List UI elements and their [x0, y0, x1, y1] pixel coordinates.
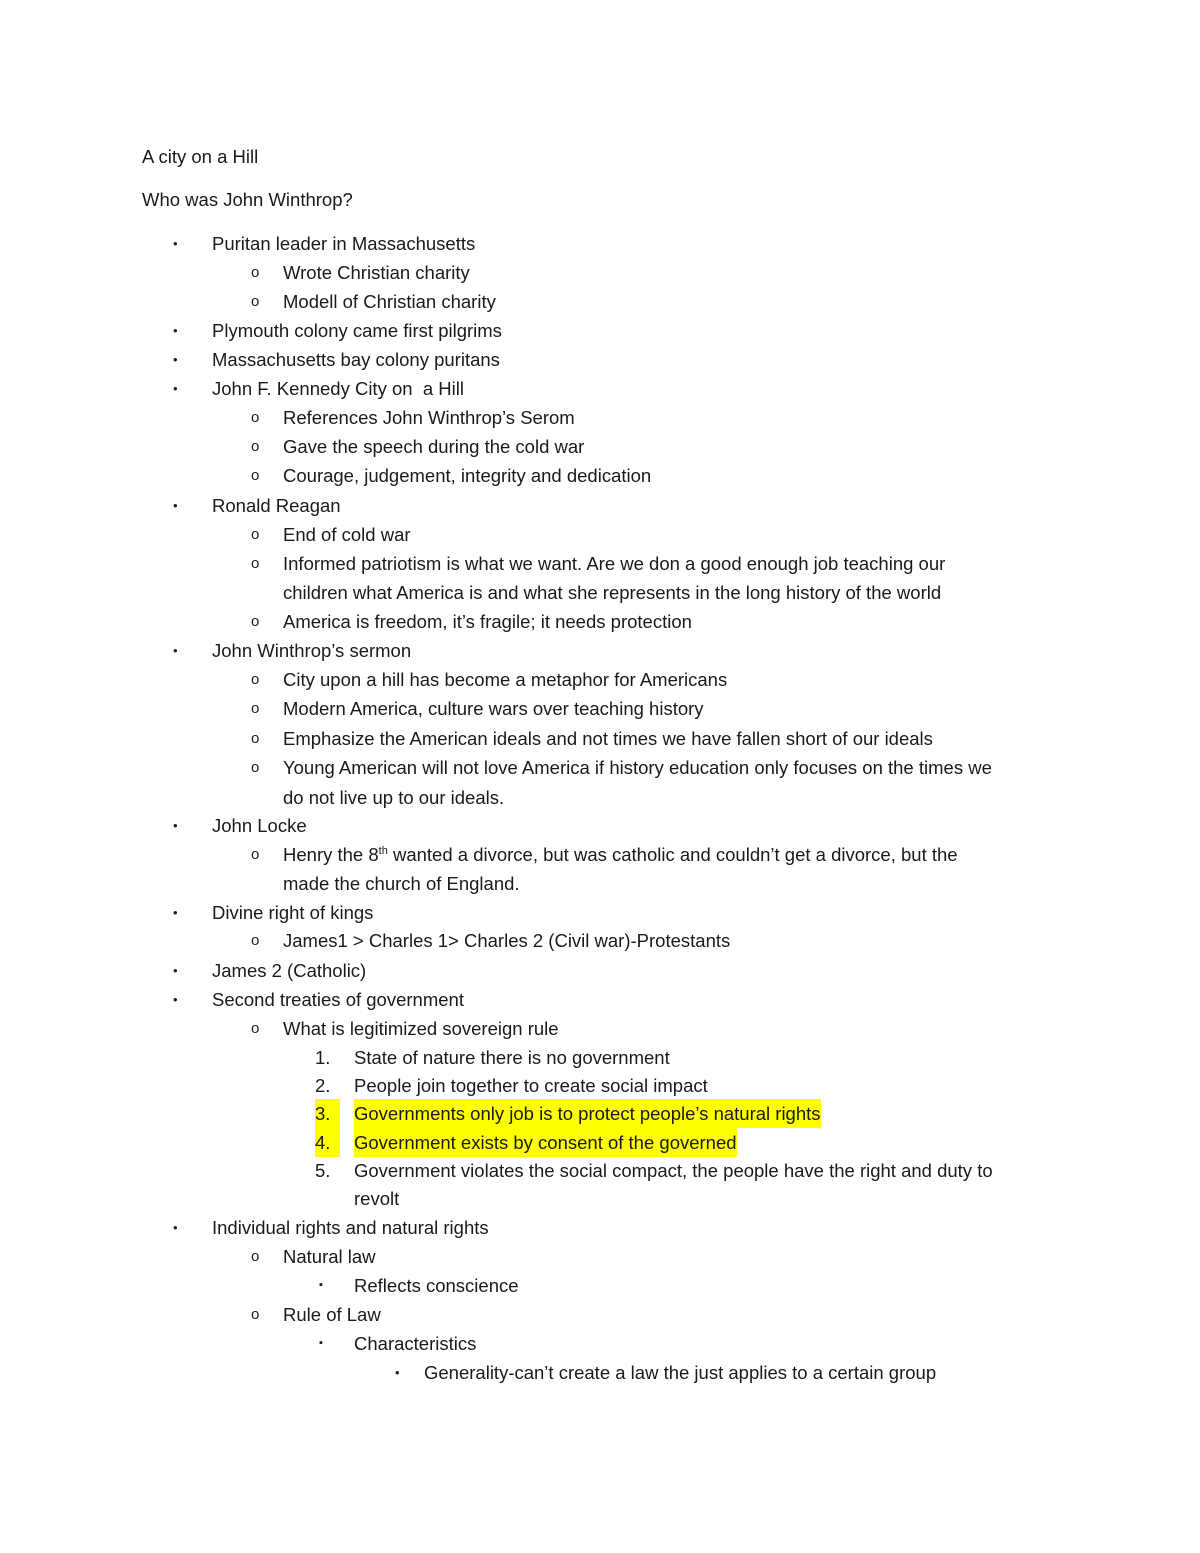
circle-bullet-icon: o [251, 555, 260, 572]
list-item-text: America is freedom, it’s fragile; it needs protection [283, 611, 692, 632]
list-item [0, 1213, 1200, 1242]
list-item [0, 956, 1200, 985]
list-item [0, 461, 1200, 490]
list-item [0, 1300, 1200, 1329]
circle-bullet-icon: o [251, 526, 260, 543]
henry-text-end: wanted a divorce, but was catholic and couldn’t get a divorce, but the [387, 844, 958, 865]
list-item-text: Modern America, culture wars over teaching history [283, 698, 704, 719]
superscript: th [378, 845, 388, 857]
list-item-text: Courage, judgement, integrity and dedication [283, 465, 652, 486]
list-item [0, 840, 1200, 869]
list-item-text: Ronald Reagan [212, 495, 341, 516]
bullet-icon: • [173, 905, 178, 920]
circle-bullet-icon: o [251, 1248, 260, 1265]
circle-bullet-icon: o [251, 1020, 260, 1037]
list-item [0, 374, 1200, 403]
circle-bullet-icon: o [251, 759, 260, 776]
bullet-icon: • [173, 323, 178, 338]
henry-text-start: Henry the 8 [283, 844, 379, 865]
list-item [0, 753, 1200, 782]
square-bullet-icon: ▪ [319, 1337, 323, 1349]
list-item-text: Characteristics [354, 1333, 477, 1354]
list-item [0, 811, 1200, 840]
circle-bullet-icon: o [251, 409, 260, 426]
bullet-icon: • [173, 1220, 178, 1235]
list-item-text: John Winthrop’s sermon [212, 640, 412, 661]
circle-bullet-icon: o [251, 700, 260, 717]
list-item-text: Natural law [283, 1246, 376, 1267]
numbered-item [0, 1071, 1200, 1100]
bullet-icon: • [173, 236, 178, 251]
square-bullet-icon: ▪ [319, 1279, 323, 1291]
list-item [0, 1014, 1200, 1043]
list-item-text: State of nature there is no government [354, 1047, 670, 1068]
list-item [0, 287, 1200, 316]
list-item-text: Plymouth colony came first pilgrims [212, 320, 502, 341]
list-item-text: Emphasize the American ideals and not times we have fallen short of our ideals [283, 728, 933, 749]
circle-bullet-icon: o [251, 438, 260, 455]
list-item-text: References John Winthrop’s Serom [283, 407, 575, 428]
list-item-continuation [0, 783, 1200, 812]
circle-bullet-icon: o [251, 613, 260, 630]
list-item-text: Puritan leader in Massachusetts [212, 233, 476, 254]
highlighted-text: Government exists by consent of the governed [354, 1128, 737, 1157]
list-number: 2. [315, 1075, 331, 1096]
list-item [0, 665, 1200, 694]
list-item-text [283, 840, 958, 869]
section-heading [0, 185, 1200, 214]
circle-bullet-icon: o [251, 846, 260, 863]
list-item [0, 1271, 1200, 1300]
bullet-icon: • [173, 992, 178, 1007]
circle-bullet-icon: o [251, 293, 260, 310]
bullet-icon: • [173, 381, 178, 396]
bullet-icon: • [173, 818, 178, 833]
circle-bullet-icon: o [251, 264, 260, 281]
list-item-text: John Locke [212, 815, 307, 836]
list-number: 4. [315, 1128, 340, 1157]
list-item [0, 898, 1200, 927]
list-number: 3. [315, 1099, 340, 1128]
list-item [0, 491, 1200, 520]
list-item-text: End of cold war [283, 524, 411, 545]
list-item-text: Second treaties of government [212, 989, 464, 1010]
numbered-item [0, 1156, 1200, 1185]
list-item [0, 985, 1200, 1014]
list-item-text: Rule of Law [283, 1304, 381, 1325]
list-item-text: Modell of Christian charity [283, 291, 496, 312]
list-item [0, 636, 1200, 665]
list-item [0, 316, 1200, 345]
list-item-text: made the church of England. [283, 873, 520, 894]
list-item-text: James 2 (Catholic) [212, 960, 367, 981]
list-item [0, 607, 1200, 636]
list-item-text: Individual rights and natural rights [212, 1217, 489, 1238]
list-item [0, 258, 1200, 287]
list-item [0, 403, 1200, 432]
list-item [0, 1358, 1200, 1387]
list-item [0, 724, 1200, 753]
list-item [0, 549, 1200, 578]
list-item-text: do not live up to our ideals. [283, 787, 505, 808]
bullet-icon: • [173, 498, 178, 513]
list-item [0, 694, 1200, 723]
circle-bullet-icon: o [251, 1306, 260, 1323]
list-item-text: Generality-can’t create a law the just applies to a certain group [424, 1362, 937, 1383]
list-item-text: John F. Kennedy City on a Hill [212, 378, 464, 399]
numbered-item [0, 1043, 1200, 1072]
list-item-text: Government violates the social compact, the people have the right and duty to [354, 1160, 993, 1181]
list-item [0, 229, 1200, 258]
numbered-item-highlighted [0, 1099, 1200, 1128]
list-item-continuation [0, 1184, 1200, 1213]
list-item-continuation [0, 869, 1200, 898]
list-item-text: Informed patriotism is what we want. Are we don a good enough job teaching our [283, 553, 946, 574]
list-item [0, 345, 1200, 374]
list-item [0, 1329, 1200, 1358]
list-item-text: Wrote Christian charity [283, 262, 470, 283]
list-number: 1. [315, 1047, 331, 1068]
document-title [0, 142, 1200, 171]
highlighted-text: Governments only job is to protect people’s natural rights [354, 1099, 821, 1128]
list-number: 5. [315, 1160, 331, 1181]
bullet-icon: • [173, 352, 178, 367]
list-item [0, 432, 1200, 461]
list-item-continuation [0, 578, 1200, 607]
list-item-text: People join together to create social impact [354, 1075, 708, 1096]
list-item-text: What is legitimized sovereign rule [283, 1018, 559, 1039]
bullet-icon: • [173, 643, 178, 658]
list-item [0, 520, 1200, 549]
bullet-icon: • [173, 963, 178, 978]
list-item-text: revolt [354, 1188, 400, 1209]
title-text: A city on a Hill [142, 146, 259, 167]
bullet-icon: • [395, 1365, 400, 1380]
list-item-text: Massachusetts bay colony puritans [212, 349, 500, 370]
list-item-text: James1 > Charles 1> Charles 2 (Civil war)-Protestants [283, 930, 731, 951]
list-item [0, 926, 1200, 955]
list-item [0, 1242, 1200, 1271]
list-item-text: Gave the speech during the cold war [283, 436, 585, 457]
circle-bullet-icon: o [251, 467, 260, 484]
heading-text: Who was John Winthrop? [142, 189, 353, 210]
list-item-text: City upon a hill has become a metaphor for Americans [283, 669, 728, 690]
circle-bullet-icon: o [251, 932, 260, 949]
list-item-text: Reflects conscience [354, 1275, 519, 1296]
list-item-text: Young American will not love America if history education only focuses on the times we [283, 757, 992, 778]
list-item-text: Divine right of kings [212, 902, 374, 923]
circle-bullet-icon: o [251, 671, 260, 688]
numbered-item-highlighted [0, 1128, 1200, 1157]
circle-bullet-icon: o [251, 730, 260, 747]
list-item-text: children what America is and what she represents in the long history of the world [283, 582, 942, 603]
